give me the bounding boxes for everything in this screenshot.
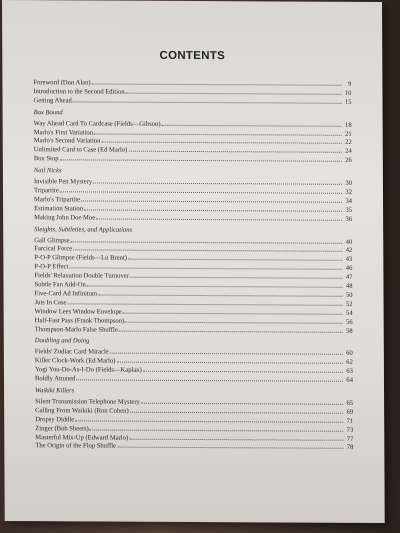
toc-entry: [34, 213, 352, 224]
entry-title: Gall Glimpse: [34, 236, 70, 244]
entry-page-number: 36: [345, 215, 353, 223]
dot-leader: [123, 307, 343, 314]
toc-section: [34, 226, 353, 336]
entry-title: Thompson-Marlo False Shuffle: [34, 325, 118, 334]
entry-title: Killer Clock-Work (Ed Marlo): [34, 357, 116, 365]
entry-title: Introduction to the Second Edition: [33, 88, 125, 96]
dot-leader: [129, 433, 343, 440]
entry-title: The Origin of the Flop Shuffle: [35, 442, 117, 451]
entry-title: Making John Doe Moe: [34, 213, 96, 222]
entry-title: Estimation Station: [34, 204, 84, 213]
entry-title: Getting Ahead: [33, 96, 72, 105]
toc-entry: [35, 325, 353, 336]
entry-page-number: 24: [345, 148, 352, 156]
entry-title: Dropsy Diddle: [35, 415, 75, 424]
entry-page-number: 71: [346, 417, 354, 425]
toc-entry: [35, 442, 353, 453]
entry-page-number: 63: [346, 367, 353, 376]
entry-page-number: 73: [346, 426, 354, 434]
entry-page-number: 52: [345, 300, 353, 308]
dot-leader: [130, 406, 344, 413]
entry-title: Masterful Mix-Up (Edward Marlo): [35, 433, 129, 442]
dot-leader: [101, 137, 341, 144]
toc-section: [34, 109, 352, 165]
dot-leader: [96, 213, 342, 220]
entry-title: Unlimited Card to Case (Ed Marlo): [33, 146, 128, 155]
dot-leader: [76, 374, 343, 381]
entry-page-number: 35: [345, 206, 353, 214]
entry-title: Five-Card Ad Infinitum: [34, 290, 98, 298]
dot-leader: [116, 357, 342, 364]
entry-title: Calling From Waikiki (Ron Cohen): [35, 406, 129, 415]
dot-leader: [81, 195, 342, 202]
entry-page-number: 47: [345, 273, 353, 281]
entry-title: Farcical Force: [34, 245, 73, 253]
entry-title: Foreword (Don Alan): [33, 79, 91, 87]
book-page: [2, 0, 385, 523]
entry-page-number: 21: [345, 130, 352, 138]
dot-leader: [69, 263, 342, 270]
section-heading: Box Bound: [33, 108, 63, 117]
entry-page-number: 34: [345, 197, 353, 205]
entry-title: Half-Fast Pass (Frank Thompson): [34, 316, 125, 325]
entry-page-number: 43: [345, 256, 353, 264]
section-heading: Waikiki Killers: [35, 387, 75, 395]
dot-leader: [73, 245, 342, 252]
entry-title: Way Ahead Card To Cardcase (Fields—Gibson): [33, 119, 161, 128]
entry-page-number: 46: [345, 265, 353, 273]
entry-title: Fields' Zodiac Card Miracle: [34, 348, 109, 356]
dot-leader: [141, 398, 343, 405]
toc-section: [35, 338, 353, 385]
dot-leader: [93, 178, 342, 185]
dot-leader: [71, 236, 343, 243]
dot-leader: [73, 96, 342, 103]
entry-title: Yogi You-Do-As-I-Do (Fields—Kaplan): [34, 366, 142, 374]
entry-title: Marlo's Tripartite: [34, 196, 81, 204]
entry-page-number: 30: [345, 179, 352, 187]
dot-leader: [143, 366, 343, 373]
dot-leader: [67, 298, 342, 305]
entry-title: Juts In Case: [34, 299, 67, 307]
entry-page-number: 50: [345, 291, 353, 299]
entry-page-number: 56: [346, 318, 353, 326]
dot-leader: [75, 415, 343, 422]
dot-leader: [60, 155, 342, 162]
entry-title: Boldly Attuned: [34, 375, 76, 383]
entry-title: Tripartite: [33, 187, 59, 195]
toc-section: [33, 78, 351, 106]
entry-page-number: 9: [348, 80, 352, 88]
entry-page-number: 42: [345, 247, 353, 255]
entry-page-number: 32: [345, 188, 353, 196]
entry-page-number: 78: [346, 444, 354, 452]
entry-page-number: 60: [346, 350, 353, 358]
dot-leader: [126, 88, 342, 95]
entry-title: Window Lees Window Envelope: [34, 307, 122, 316]
section-heading: Nail Nicks: [33, 167, 62, 175]
entry-page-number: 65: [346, 399, 354, 407]
dot-leader: [128, 146, 341, 153]
entry-title: Box Stop: [33, 155, 59, 163]
entry-page-number: 64: [346, 376, 353, 384]
section-heading: Doubling and Doing: [34, 337, 90, 345]
dot-leader: [90, 424, 344, 431]
dot-leader: [162, 119, 342, 126]
entry-title: P-O-P Effect: [34, 263, 69, 271]
section-heading: Sleights, Subtleties, and Applications: [34, 225, 133, 234]
dot-leader: [110, 348, 343, 355]
table-of-contents: [33, 78, 353, 456]
dot-leader: [94, 128, 342, 135]
entry-page-number: 58: [346, 327, 353, 335]
entry-title: Zinger (Bob Sheets): [35, 424, 89, 433]
toc-entry: [34, 154, 352, 165]
dot-leader: [60, 186, 342, 193]
entry-title: Silent Transmission Telephone Mystery: [35, 398, 140, 406]
entry-title: Invisible Pen Mystery: [33, 178, 93, 186]
toc-section: [34, 167, 352, 223]
entry-title: Marlo's First Variation: [33, 128, 94, 137]
entry-page-number: 69: [346, 408, 354, 416]
dot-leader: [130, 272, 343, 279]
dot-leader: [117, 442, 343, 449]
page-title: CONTENTS: [159, 49, 226, 63]
entry-page-number: 22: [345, 139, 352, 147]
entry-page-number: 15: [344, 98, 352, 106]
dot-leader: [84, 204, 342, 211]
entry-page-number: 40: [345, 238, 353, 246]
dot-leader: [125, 316, 343, 323]
toc-entry: [35, 374, 353, 385]
entry-page-number: 62: [346, 359, 353, 367]
entry-title: Marlo's Second Variation: [33, 137, 101, 145]
dot-leader: [98, 289, 342, 296]
entry-title: Fields' Relaxation Double Turnover: [34, 272, 129, 280]
entry-page-number: 26: [345, 157, 352, 165]
entry-page-number: 48: [345, 282, 353, 290]
entry-page-number: 10: [344, 89, 352, 97]
dot-leader: [87, 280, 343, 287]
dot-leader: [128, 254, 342, 261]
entry-page-number: 54: [346, 309, 353, 317]
dot-leader: [92, 78, 342, 85]
entry-page-number: 18: [345, 121, 352, 129]
entry-page-number: 77: [346, 435, 354, 443]
entry-title: P-O-P Glimpse (Fields—Lu Brent): [34, 254, 127, 262]
entry-title: Subtle Fan Add-On: [34, 281, 86, 289]
toc-section: [35, 387, 353, 452]
toc-entry: [34, 96, 352, 107]
dot-leader: [119, 325, 343, 332]
